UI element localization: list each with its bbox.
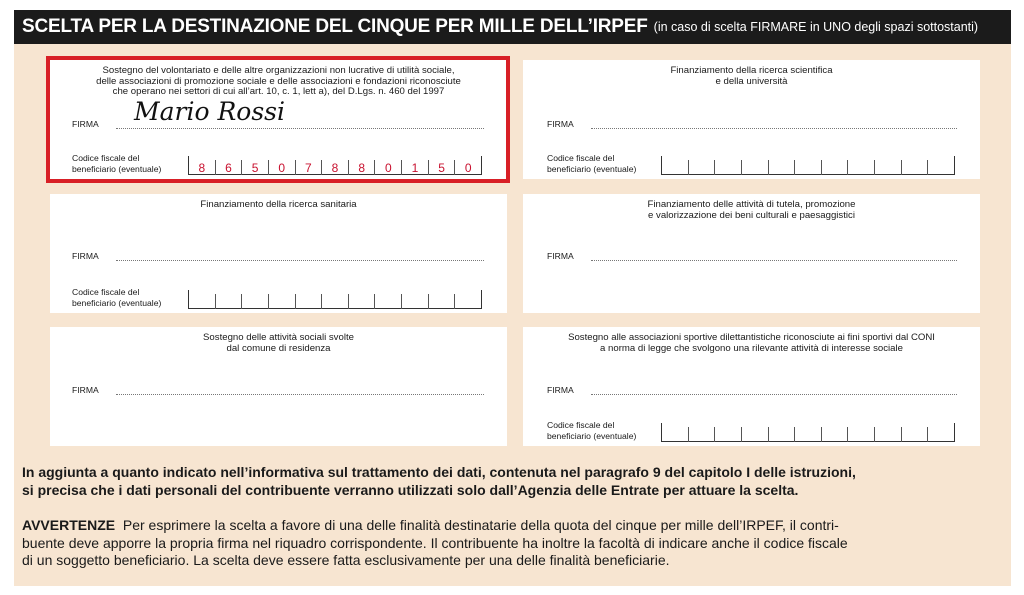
cf-digit xyxy=(689,427,716,442)
cf-digit xyxy=(242,294,269,309)
cf-digit xyxy=(822,160,849,175)
cf-digit: 0 xyxy=(269,160,296,175)
codice-fiscale-field[interactable] xyxy=(661,423,955,442)
cf-digit xyxy=(902,427,929,442)
firma-label: FIRMA xyxy=(72,119,99,129)
box-associazioni-sportive xyxy=(523,327,980,446)
cf-digit: 5 xyxy=(429,160,456,175)
box-title: Sostegno del volontariato e delle altre organizzazioni non lucrative di utilità sociale, delle associazioni di promozione sociale e delle associazioni e fondazioni riconosciute che operano nei settori di cui all’art. 10, c. 1, lett a), del D.Lgs. n. 460 del 1997 xyxy=(96,65,461,97)
privacy-note: In aggiunta a quanto indicato nell’informativa sul trattamento dei dati, contenuta nel paragrafo 9 del capitolo I delle istruzioni, si precisa che i dati personali del contribuente verranno utilizzati solo dall’Agenzia delle Entrate per attuare la scelta. xyxy=(22,464,856,498)
box-title: Sostegno alle associazioni sportive dilettantistiche riconosciute ai fini sportivi dal CONI a norma di legge che svolgono una rilevante attività di interesse sociale xyxy=(568,332,935,354)
signature-line[interactable] xyxy=(116,394,484,395)
cf-digit xyxy=(902,160,929,175)
signature-line[interactable] xyxy=(591,128,957,129)
firma-label: FIRMA xyxy=(547,251,574,261)
firma-label: FIRMA xyxy=(72,251,99,261)
codice-fiscale-field[interactable] xyxy=(188,290,482,309)
cf-digit xyxy=(189,294,216,309)
codice-fiscale-field[interactable] xyxy=(661,156,955,175)
cf-label: Codice fiscale del beneficiario (eventuale) xyxy=(72,153,162,174)
cf-digit: 0 xyxy=(375,160,402,175)
cf-digit: 7 xyxy=(296,160,323,175)
header-subtitle: (in caso di scelta FIRMARE in UNO degli spazi sottostanti) xyxy=(653,20,979,34)
cf-digit xyxy=(455,294,481,309)
form-page xyxy=(14,10,1011,586)
cf-digit xyxy=(795,160,822,175)
header-title: SCELTA PER LA DESTINAZIONE DEL CINQUE PER MILLE DELL’IRPEF xyxy=(22,16,648,37)
cf-digit xyxy=(875,160,902,175)
signature-text: Mario Rossi xyxy=(134,97,285,126)
cf-digit xyxy=(769,160,796,175)
cf-digit xyxy=(848,427,875,442)
cf-digit xyxy=(742,160,769,175)
selected-choice-highlight xyxy=(46,56,510,183)
cf-label: Codice fiscale del beneficiario (eventuale) xyxy=(547,420,637,441)
cf-digit xyxy=(769,427,796,442)
cf-digit xyxy=(322,294,349,309)
firma-label: FIRMA xyxy=(547,385,574,395)
avvertenze-heading: AVVERTENZE xyxy=(22,517,116,533)
cf-digit xyxy=(689,160,716,175)
cf-digit: 0 xyxy=(464,160,472,175)
cf-digit: 8 xyxy=(189,160,216,175)
cf-digit: 5 xyxy=(242,160,269,175)
signature-line[interactable] xyxy=(591,260,957,261)
cf-digit xyxy=(349,294,376,309)
box-title: Finanziamento della ricerca sanitaria xyxy=(200,199,357,210)
box-title: Sostegno delle attività sociali svolte dal comune di residenza xyxy=(203,332,354,354)
cf-digit xyxy=(848,160,875,175)
cf-digit xyxy=(715,160,742,175)
cf-digit xyxy=(216,294,243,309)
cf-digit: 8 xyxy=(349,160,376,175)
avvertenze: AVVERTENZE Per esprimere la scelta a favore di una delle finalità destinatarie della quota del cinque per mille dell’IRPEF, il contri- buente deve apporre la propria firma nel riquadro corrispondente. Il contribuente ha inoltre la facoltà di indicare anche il codice fiscale di un soggetto beneficiario. La scelta deve essere fatta esclusivamente per una delle finalità beneficiarie. xyxy=(22,517,848,568)
cf-digit xyxy=(928,160,954,175)
cf-digit: 1 xyxy=(402,160,429,175)
signature-line[interactable] xyxy=(591,394,957,395)
box-title: Finanziamento della ricerca scientifica e della università xyxy=(670,65,833,87)
cf-digit xyxy=(269,294,296,309)
cf-digit xyxy=(822,427,849,442)
cf-digit xyxy=(402,294,429,309)
box-ricerca-scientifica xyxy=(523,60,980,179)
firma-label: FIRMA xyxy=(547,119,574,129)
firma-label: FIRMA xyxy=(72,385,99,395)
cf-digit xyxy=(296,294,323,309)
box-beni-culturali xyxy=(523,194,980,313)
box-ricerca-sanitaria xyxy=(50,194,507,313)
cf-digit xyxy=(662,427,689,442)
cf-digit xyxy=(795,427,822,442)
signature-line[interactable] xyxy=(116,260,484,261)
cf-label: Codice fiscale del beneficiario (eventuale) xyxy=(547,153,637,174)
cf-digit xyxy=(715,427,742,442)
cf-digit xyxy=(875,427,902,442)
form-header xyxy=(14,10,1011,44)
cf-digit xyxy=(742,427,769,442)
cf-digit xyxy=(928,427,954,442)
cf-digit: 6 xyxy=(216,160,243,175)
cf-digit: 8 xyxy=(322,160,349,175)
box-title: Finanziamento delle attività di tutela, promozione e valorizzazione dei beni culturali e paesaggistici xyxy=(647,199,856,221)
cf-digit xyxy=(375,294,402,309)
cf-digit xyxy=(662,160,689,175)
cf-digit xyxy=(429,294,456,309)
box-comune-residenza xyxy=(50,327,507,446)
cf-label: Codice fiscale del beneficiario (eventuale) xyxy=(72,287,162,308)
